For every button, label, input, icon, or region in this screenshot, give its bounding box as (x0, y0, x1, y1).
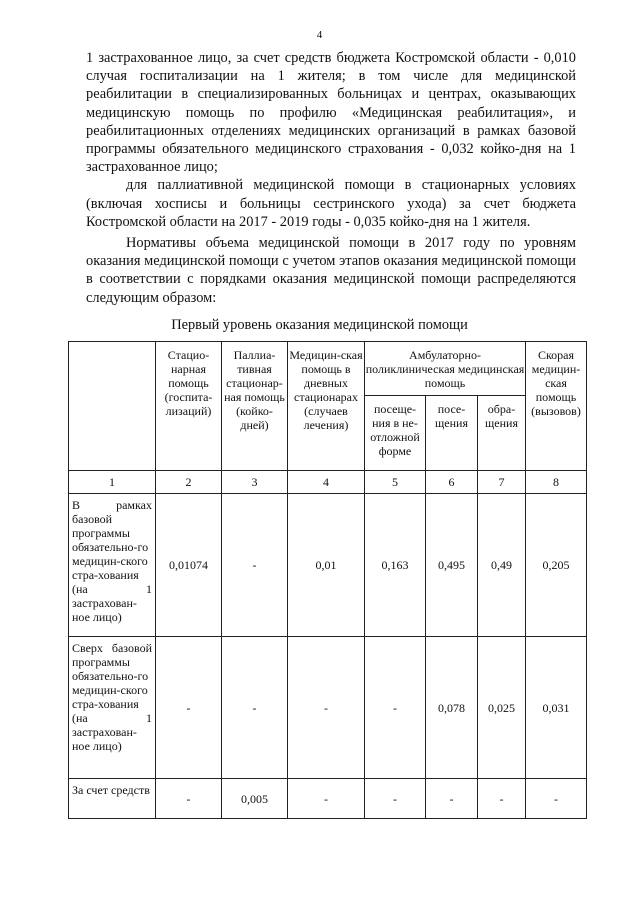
table-cell: - (365, 637, 426, 779)
table-cell: - (478, 779, 526, 819)
header-appeals: обра-щения (478, 396, 526, 471)
header-row (69, 342, 587, 396)
table-cell: 0,205 (526, 494, 587, 637)
column-number: 7 (478, 471, 526, 494)
table-cell: - (526, 779, 587, 819)
table-cell: 0,025 (478, 637, 526, 779)
column-number: 3 (222, 471, 288, 494)
paragraph-3: Нормативы объема медицинской помощи в 2017 году по уровням оказания медицинской помощи с учетом этапов оказания медицинской помощи в соответствии с порядками оказания медицинской помощи распределяются следующим образом: (86, 235, 576, 306)
row-label: За счет средств (69, 779, 156, 819)
volume-standards-table (68, 341, 587, 819)
table-cell: - (156, 779, 222, 819)
table-row (69, 779, 587, 819)
table-cell: - (365, 779, 426, 819)
table-cell: - (426, 779, 478, 819)
header-inpatient: Стацио-нарная помощь (госпита-лизаций) (156, 342, 222, 471)
header-visits: посе-щения (426, 396, 478, 471)
table-row (69, 494, 587, 637)
table-cell: 0,078 (426, 637, 478, 779)
header-palliative: Паллиа-тивная стационар-ная помощь (койко-дней) (222, 342, 288, 471)
column-number: 8 (526, 471, 587, 494)
table-cell: 0,495 (426, 494, 478, 637)
column-number-row (69, 471, 587, 494)
header-empty-cell (69, 342, 156, 471)
column-number: 6 (426, 471, 478, 494)
body-text (86, 49, 576, 307)
table-cell: - (288, 779, 365, 819)
column-number: 5 (365, 471, 426, 494)
table-cell: - (288, 637, 365, 779)
header-ambulatory: Амбулаторно-поликлиническая медицинская помощь (365, 342, 526, 396)
column-number: 1 (69, 471, 156, 494)
table-cell: 0,01 (288, 494, 365, 637)
paragraph-2: для паллиативной медицинской помощи в стационарных условиях (включая хосписы и больницы сестринского ухода) за счет бюджета Костромской области на 2017 - 2019 годы - 0,035 койко-дня на 1 жителя. (86, 177, 576, 230)
column-number: 2 (156, 471, 222, 494)
table-cell: 0,01074 (156, 494, 222, 637)
table-row (69, 637, 587, 779)
table-cell: 0,49 (478, 494, 526, 637)
header-day-hospital: Медицин-ская помощь в дневных стационарах (случаев лечения) (288, 342, 365, 471)
table-cell: - (156, 637, 222, 779)
header-urgent-visits: посеще-ния в не-отложной форме (365, 396, 426, 471)
paragraph-1: 1 застрахованное лицо, за счет средств бюджета Костромской области - 0,010 случая госпитализации на 1 жителя; в том числе для медицинской реабилитации в специализированных больницах и центрах, оказывающих медицинскую помощь по профилю «Медицинская реабилитация», и реабилитационных отделениях медицинских организаций в рамках базовой программы обязательного медицинского страхования - 0,032 койко-дня на 1 застрахованное лицо; (86, 50, 576, 176)
table-cell: - (222, 637, 288, 779)
table-title: Первый уровень оказания медицинской помощи (171, 317, 468, 333)
page-number: 4 (316, 29, 323, 41)
table-cell: - (222, 494, 288, 637)
table-cell: 0,031 (526, 637, 587, 779)
column-number: 4 (288, 471, 365, 494)
table-cell: 0,163 (365, 494, 426, 637)
row-label: В рамках базовой программы обязательно-го медицин-ского стра-хования (на 1 застрахован-ное лицо) (69, 494, 156, 637)
row-label: Сверх базовой программы обязательно-го медицин-ского стра-хования (на 1 застрахован-ное лицо) (69, 637, 156, 779)
table-cell: 0,005 (222, 779, 288, 819)
header-ambulance: Скорая медицин-ская помощь (вызовов) (526, 342, 587, 471)
